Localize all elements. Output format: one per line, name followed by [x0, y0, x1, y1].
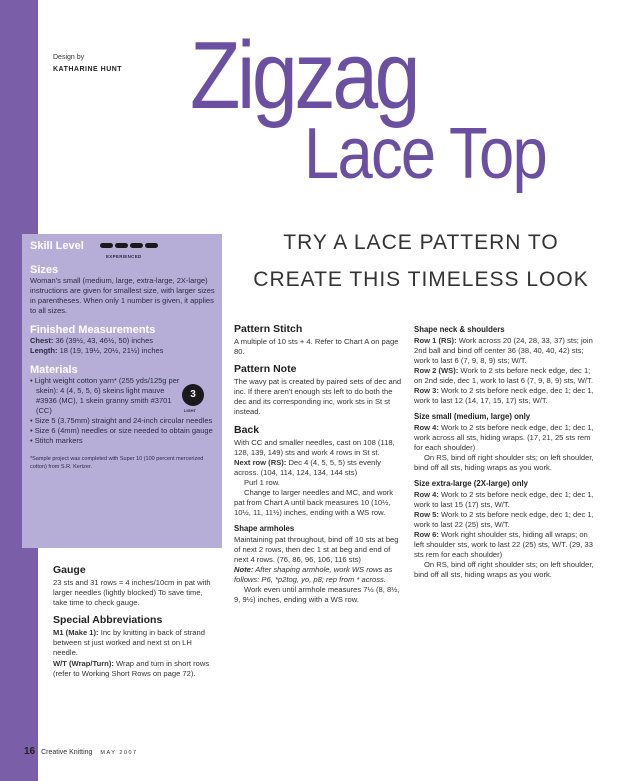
row1-text: Work across 20 (24, 28, 33, 37) sts; join 2nd ball and bind off center 36 (38, 40, 40, 42) sts; work to last 6 (7, 9, 8, 9) sts; W/T.	[414, 335, 593, 365]
yarn-weight-label: LIGHT	[184, 408, 196, 413]
armholes-text: Maintaining pat throughout, bind off 10 sts at beg of next 2 rows, then dec 1 st at beg and end of next 4 rows. (76, 86, 96, 106, 116 sts)	[234, 534, 399, 564]
purl-row: Purl 1 row.	[244, 477, 280, 487]
materials-item: • Size 5 (3.75mm) straight and 24-inch circular needles	[30, 416, 213, 425]
armholes-note	[234, 565, 404, 585]
title-line-1: Zigzag	[190, 22, 418, 129]
column-3	[414, 325, 594, 580]
xl-row4-text: Work to 2 sts before neck edge, dec 1; dec 1, work to last 15 (17) sts, W/T.	[414, 489, 594, 509]
measurements-heading: Finished Measurements	[30, 324, 156, 336]
gauge-section	[53, 564, 218, 679]
small-sizes-heading: Size small (medium, large) only	[414, 412, 531, 422]
chest-value: 36 (39½, 43, 46½, 50) inches	[55, 336, 154, 345]
work-even: Work even until armhole measures 7½ (8, 8½, 9, 9½) inches, ending with a WS row.	[234, 585, 400, 605]
xl-row6-text: Work right shoulder sts, hiding all wraps; on left shoulder sts, work to last 22 (25) sts, W/T. (29, 33 sts rem for each shoulder)	[414, 530, 593, 560]
skill-level-bars-icon	[100, 243, 158, 248]
next-row	[234, 458, 404, 478]
armholes-note-text: After shaping armhole, work WS rows as follows: P6, *p2tog, yo, p8; rep from * across.	[234, 565, 393, 585]
abbrev-wt-text: Wrap and turn in short rows (refer to Working Short Rows on page 72).	[53, 658, 210, 678]
byline	[53, 54, 122, 73]
issue-date: MAY 2007	[100, 750, 138, 756]
small-row4-text: Work to 2 sts before neck edge, dec 1; dec 1, work across all sts, hiding wraps. (17, 21, 25 sts rem for each shoulder)	[414, 422, 594, 452]
xl-row-6	[414, 530, 594, 560]
next-row-text: Dec 4 (4, 5, 5, 5) sts evenly across. (104, 114, 124, 134, 144 sts)	[234, 457, 381, 477]
length-value: 18 (19, 19½, 20½, 21½) inches	[59, 346, 164, 355]
row3-label: Row 3:	[414, 385, 439, 395]
yarn-note: *Sample project was completed with Super 10 (100 percent mercerized cotton) from S.R. Kertzer.	[30, 456, 204, 470]
tagline-line-2: CREATE THIS TIMELESS LOOK	[253, 268, 589, 291]
materials-item: • Light weight cotton yarn* (255 yds/125g per skein): 4 (4, 5, 5, 6) skeins light mauve #3936 (MC), 1 skein granny smith #3701 (CC)	[30, 376, 180, 415]
designer-name: KATHARINE HUNT	[53, 66, 123, 73]
abbrev-m1-label: M1 (Make 1):	[53, 628, 99, 638]
row2-label: Row 2 (WS):	[414, 365, 459, 375]
armholes-heading: Shape armholes	[234, 524, 295, 534]
xl-bind-off: On RS, bind off right shoulder sts; on left shoulder, bind off all sts, hiding wraps as you work.	[414, 560, 594, 580]
small-row-4	[414, 423, 594, 453]
materials-heading: Materials	[30, 364, 78, 376]
armholes-note-label: Note:	[234, 565, 254, 575]
sizes-text: Woman's small (medium, large, extra-large, 2X-large) instructions are given for smallest size, with larger sizes in parentheses. When only 1 number is given, it applies to all sizes.	[30, 276, 215, 315]
xl-row-4	[414, 490, 594, 510]
gauge-text: 23 sts and 31 rows = 4 inches/10cm in pat with larger needles (lightly blocked) To save time, take time to check gauge.	[53, 578, 211, 608]
pattern-stitch-heading: Pattern Stitch	[234, 323, 303, 335]
pattern-stitch-text: A multiple of 10 sts + 4. Refer to Chart A on page 80.	[234, 337, 399, 357]
magazine-name: Creative Knitting	[41, 749, 93, 756]
xl-row6-label: Row 6:	[414, 530, 439, 539]
title-line-2: Lace Top	[304, 114, 546, 194]
skill-level-heading: Skill Level	[30, 240, 84, 252]
neck-row-2	[414, 366, 594, 386]
materials-item: • Stitch markers	[30, 436, 83, 445]
gauge-heading: Gauge	[53, 564, 86, 576]
skill-level-label: EXPERIENCED	[106, 254, 142, 259]
xl-row4-label: Row 4:	[414, 489, 439, 499]
neck-heading: Shape neck & shoulders	[414, 325, 505, 334]
small-bind-off: On RS, bind off right shoulder sts; on left shoulder, bind off all sts, hiding wraps as you work.	[414, 452, 594, 473]
row2-text: Work to 2 sts before neck edge, dec 1; on 2nd side, dec 1, work to last 6 (7, 9, 8, 9) sts, W/T.	[414, 365, 593, 385]
page-footer	[24, 746, 138, 757]
row3-text: Work to 2 sts before neck edge, dec 1; dec 1, work to last 12 (14, 17, 15, 17) sts, W/T.	[414, 385, 594, 406]
back-text: With CC and smaller needles, cast on 108 (118, 128, 139, 149) sts and work 4 rows in St st.	[234, 437, 395, 457]
small-row4-label: Row 4:	[414, 422, 439, 432]
xl-row-5	[414, 510, 594, 530]
xl-sizes-heading: Size extra-large (2X-large) only	[414, 479, 528, 489]
back-heading: Back	[234, 423, 260, 436]
change-needles: Change to larger needles and MC, and work pat from Chart A until back measures 10 (10½, 10½, 11, 11½) inches, ending with a WS row.	[234, 488, 394, 518]
next-row-label: Next row (RS):	[234, 457, 287, 467]
abbrev-m1-text: Inc by knitting in back of strand between st just worked and next st on LH needle.	[53, 628, 205, 658]
byline-label: Design by	[53, 54, 85, 61]
page-number: 16	[24, 746, 36, 757]
pattern-note-heading: Pattern Note	[234, 363, 297, 376]
length-line	[30, 346, 216, 356]
neck-row-1	[414, 336, 594, 366]
skill-level-box	[22, 234, 222, 548]
column-2	[234, 323, 404, 605]
abbrev-heading: Special Abbreviations	[53, 614, 163, 627]
xl-row5-text: Work to 2 sts before neck edge, dec 1; dec 1, work to last 22 (25) sts, W/T.	[414, 509, 594, 529]
length-label: Length:	[30, 346, 58, 355]
materials-item: • Size 6 (4mm) needles or size needed to obtain gauge	[30, 426, 213, 435]
chest-line	[30, 336, 216, 346]
chest-label: Chest:	[30, 336, 54, 345]
row1-label: Row 1 (RS):	[414, 335, 457, 345]
abbrev-wt	[53, 659, 218, 679]
pattern-note-text: The wavy pat is created by paired sets of dec and inc. If there aren't enough sts left to do both the dec and its corresponding inc, work sts in St st instead.	[234, 377, 402, 417]
xl-row5-label: Row 5:	[414, 509, 439, 519]
abbrev-wt-label: W/T (Wrap/Turn):	[53, 658, 114, 668]
sizes-heading: Sizes	[30, 264, 59, 276]
abbrev-m1	[53, 628, 218, 658]
tagline-line-1: TRY A LACE PATTERN TO	[283, 231, 559, 254]
yarn-weight-icon: 3	[182, 384, 204, 406]
neck-row-3	[414, 386, 594, 406]
